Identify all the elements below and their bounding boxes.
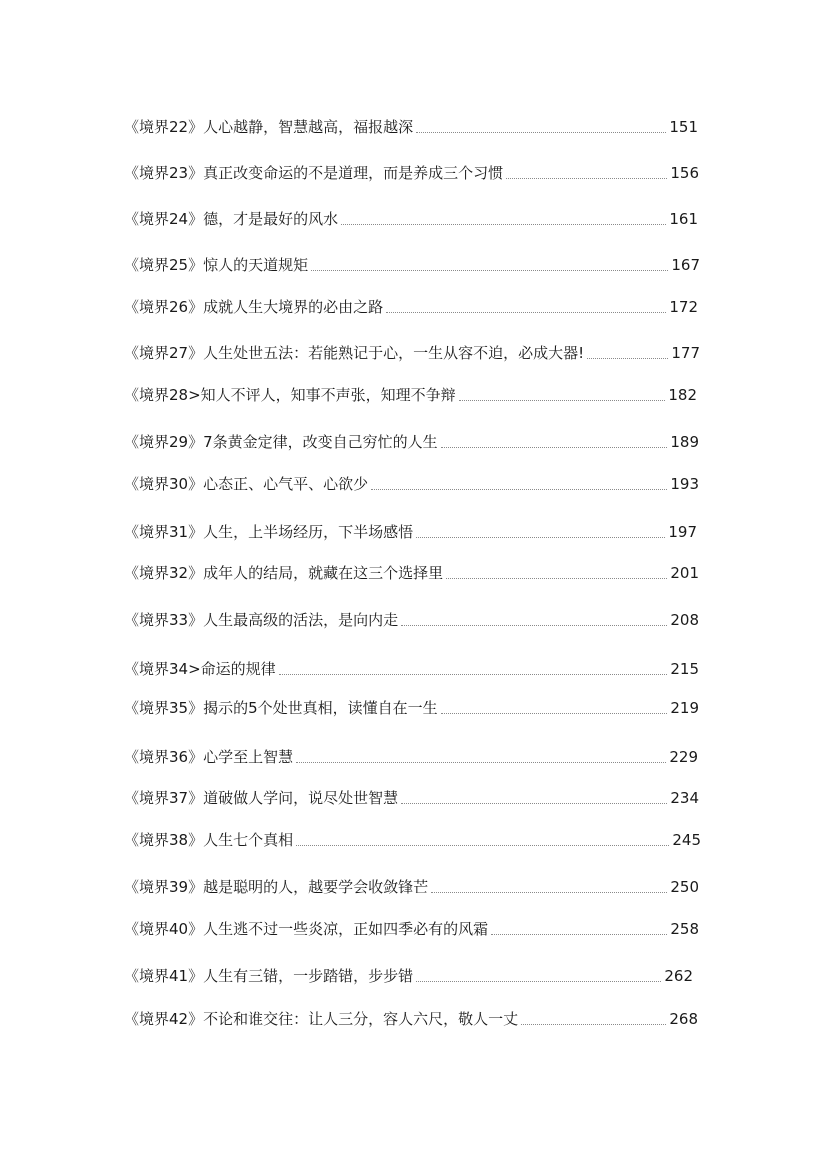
toc-entry-title: 《境界36》心学至上智慧: [124, 748, 294, 766]
toc-entry-title: 《境界29》7条黄金定律，改变自己穷忙的人生: [124, 433, 438, 451]
toc-entry-page: 172: [669, 298, 698, 316]
toc-entry-page: 262: [664, 967, 693, 985]
toc-entry-31[interactable]: [124, 522, 697, 542]
toc-entry-38[interactable]: [124, 830, 701, 850]
toc-entry-page: 167: [671, 256, 700, 274]
dot-leader: [386, 311, 666, 313]
toc-entry-35[interactable]: [124, 698, 699, 718]
dot-leader: [401, 802, 667, 804]
toc-entry-page: 250: [670, 878, 699, 896]
toc-entry-title: 《境界25》惊人的天道规矩: [124, 256, 309, 274]
toc-entry-title: 《境界26》成就人生大境界的必由之路: [124, 298, 384, 316]
dot-leader: [416, 131, 666, 133]
toc-entry-page: 161: [669, 210, 698, 228]
dot-leader: [371, 488, 667, 490]
toc-entry-37[interactable]: [124, 788, 699, 808]
toc-entry-title: 《境界28>知人不评人，知事不声张，知理不争辩: [124, 386, 456, 404]
toc-entry-page: 245: [672, 831, 701, 849]
toc-entry-title: 《境界22》人心越静，智慧越高，福报越深: [124, 118, 414, 136]
toc-entry-page: 268: [669, 1010, 698, 1028]
toc-entry-34[interactable]: [124, 659, 699, 679]
dot-leader: [521, 1023, 666, 1025]
toc-entry-page: 193: [670, 475, 699, 493]
toc-entry-26[interactable]: [124, 297, 698, 317]
toc-entry-title: 《境界32》成年人的结局，就藏在这三个选择里: [124, 564, 444, 582]
toc-entry-title: 《境界33》人生最高级的活法，是向内走: [124, 611, 399, 629]
toc-entry-27[interactable]: [124, 343, 700, 363]
toc-entry-32[interactable]: [124, 563, 699, 583]
toc-entry-page: 201: [670, 564, 699, 582]
toc-entry-24[interactable]: [124, 209, 698, 229]
toc-entry-page: 215: [670, 660, 699, 678]
toc-entry-title: 《境界39》越是聪明的人，越要学会收敛锋芒: [124, 878, 429, 896]
toc-entry-page: 258: [670, 920, 699, 938]
dot-leader: [446, 577, 667, 579]
toc-entry-page: 197: [668, 523, 697, 541]
toc-entry-title: 《境界41》人生有三错，一步踏错，步步错: [124, 967, 414, 985]
toc-entry-title: 《境界37》道破做人学问，说尽处世智慧: [124, 789, 399, 807]
toc-entry-28[interactable]: [124, 385, 697, 405]
dot-leader: [587, 357, 668, 359]
toc-entry-39[interactable]: [124, 877, 699, 897]
toc-entry-22[interactable]: [124, 117, 698, 137]
dot-leader: [296, 761, 666, 763]
toc-entry-36[interactable]: [124, 747, 698, 767]
dot-leader: [441, 712, 668, 714]
toc-entry-page: 189: [670, 433, 699, 451]
toc-entry-29[interactable]: [124, 432, 699, 452]
toc-entry-title: 《境界35》揭示的5个处世真相，读懂自在一生: [124, 699, 438, 717]
dot-leader: [441, 446, 668, 448]
toc-entry-page: 156: [670, 164, 699, 182]
toc-entry-title: 《境界27》人生处世五法：若能熟记于心，一生从容不迫，必成大器!: [124, 344, 585, 362]
toc-entry-title: 《境界42》不论和谁交往：让人三分，容人六尺，敬人一丈: [124, 1010, 519, 1028]
toc-entry-23[interactable]: [124, 163, 699, 183]
toc-entry-page: 234: [670, 789, 699, 807]
toc-entry-33[interactable]: [124, 610, 699, 630]
toc-entry-30[interactable]: [124, 474, 699, 494]
toc-entry-42[interactable]: [124, 1009, 698, 1029]
toc-entry-title: 《境界40》人生逃不过一些炎凉，正如四季必有的风霜: [124, 920, 489, 938]
toc-entry-title: 《境界24》德，才是最好的风水: [124, 210, 339, 228]
dot-leader: [491, 933, 667, 935]
dot-leader: [416, 980, 661, 982]
toc-entry-title: 《境界34>命运的规律: [124, 660, 276, 678]
dot-leader: [506, 177, 667, 179]
dot-leader: [416, 536, 665, 538]
toc-entry-page: 219: [670, 699, 699, 717]
dot-leader: [341, 223, 666, 225]
toc-entry-title: 《境界31》人生，上半场经历，下半场感悟: [124, 523, 414, 541]
dot-leader: [279, 673, 668, 675]
dot-leader: [311, 269, 668, 271]
toc-entry-title: 《境界23》真正改变命运的不是道理，而是养成三个习惯: [124, 164, 504, 182]
toc-entry-page: 182: [668, 386, 697, 404]
toc-entry-page: 208: [670, 611, 699, 629]
dot-leader: [431, 891, 667, 893]
toc-entry-page: 151: [669, 118, 698, 136]
toc-entry-page: 229: [669, 748, 698, 766]
toc-entry-title: 《境界38》人生七个真相: [124, 831, 294, 849]
toc-entry-title: 《境界30》心态正、心气平、心欲少: [124, 475, 369, 493]
toc-entry-41[interactable]: [124, 966, 693, 986]
dot-leader: [296, 844, 669, 846]
toc-entry-40[interactable]: [124, 919, 699, 939]
dot-leader: [401, 624, 667, 626]
toc-entry-25[interactable]: [124, 255, 700, 275]
dot-leader: [459, 399, 666, 401]
toc-entry-page: 177: [671, 344, 700, 362]
